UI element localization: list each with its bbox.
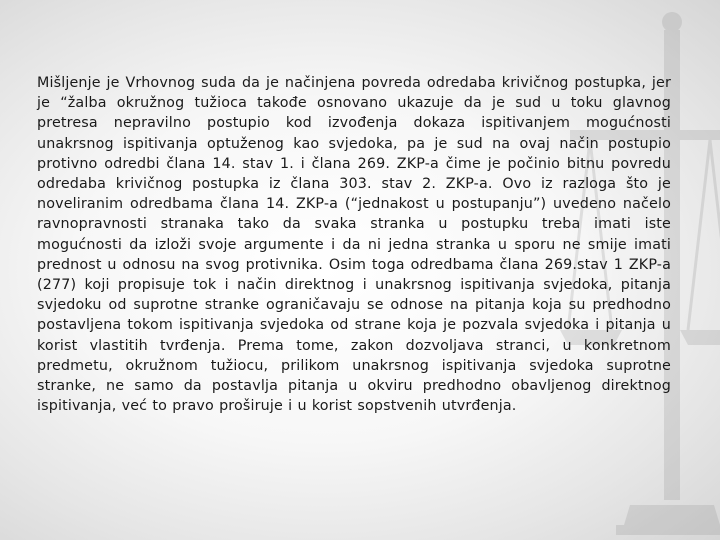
body-paragraph: Mišljenje je Vrhovnog suda da je načinjena povreda odredaba krivičnog postupka, jer je “žalba okružnog tužioca takođe osnovano ukazuje da je sud u toku glavnog pretresa nepravilno postupio kod izvođenja dokaza ispitivanjem mogućnosti unakrsnog ispitivanja optuženog kao svjedoka, pa je sud na ovaj način postupio protivno odredbi člana 14. stav 1. i člana 269. ZKP-a čime je počinio bitnu povredu odredaba krivičnog postupka iz člana 303. stav 2. ZKP-a. Ovo iz razloga što je noveliranim odredbama člana 14. ZKP-a (“jednakost u postupanju”) uvedeno načelo ravnopravnosti stranaka tako da svaka stranka u postupku treba imati iste mogućnosti da izloži svoje argumente i da ni jedna stranka u sporu ne smije imati prednost u odnosu na svog protivnika. Osim toga odredbama člana 269.stav 1 ZKP-a (277) koji propisuje tok i način direktnog i unakrsnog ispitivanja svjedoka, pitanja svjedoku od suprotne stranke ograničavaju se odnose na pitanja koja su predhodno postavljena tokom ispitivanja svjedoka od strane koja je pozvala svjedoka i pitanja u korist vlastitih tvrđenja. Prema tome, zakon dozvoljava stranci, u konkretnom predmetu, okružnom tužiocu, prilikom unakrsnog ispitivanja svjedoka suprotne stranke, ne samo da postavlja pitanja u okviru predhodno obavljenog direktnog ispitivanja, već to pravo proširuje i u korist sopstvenih utvrđenja. [37, 75, 671, 415]
